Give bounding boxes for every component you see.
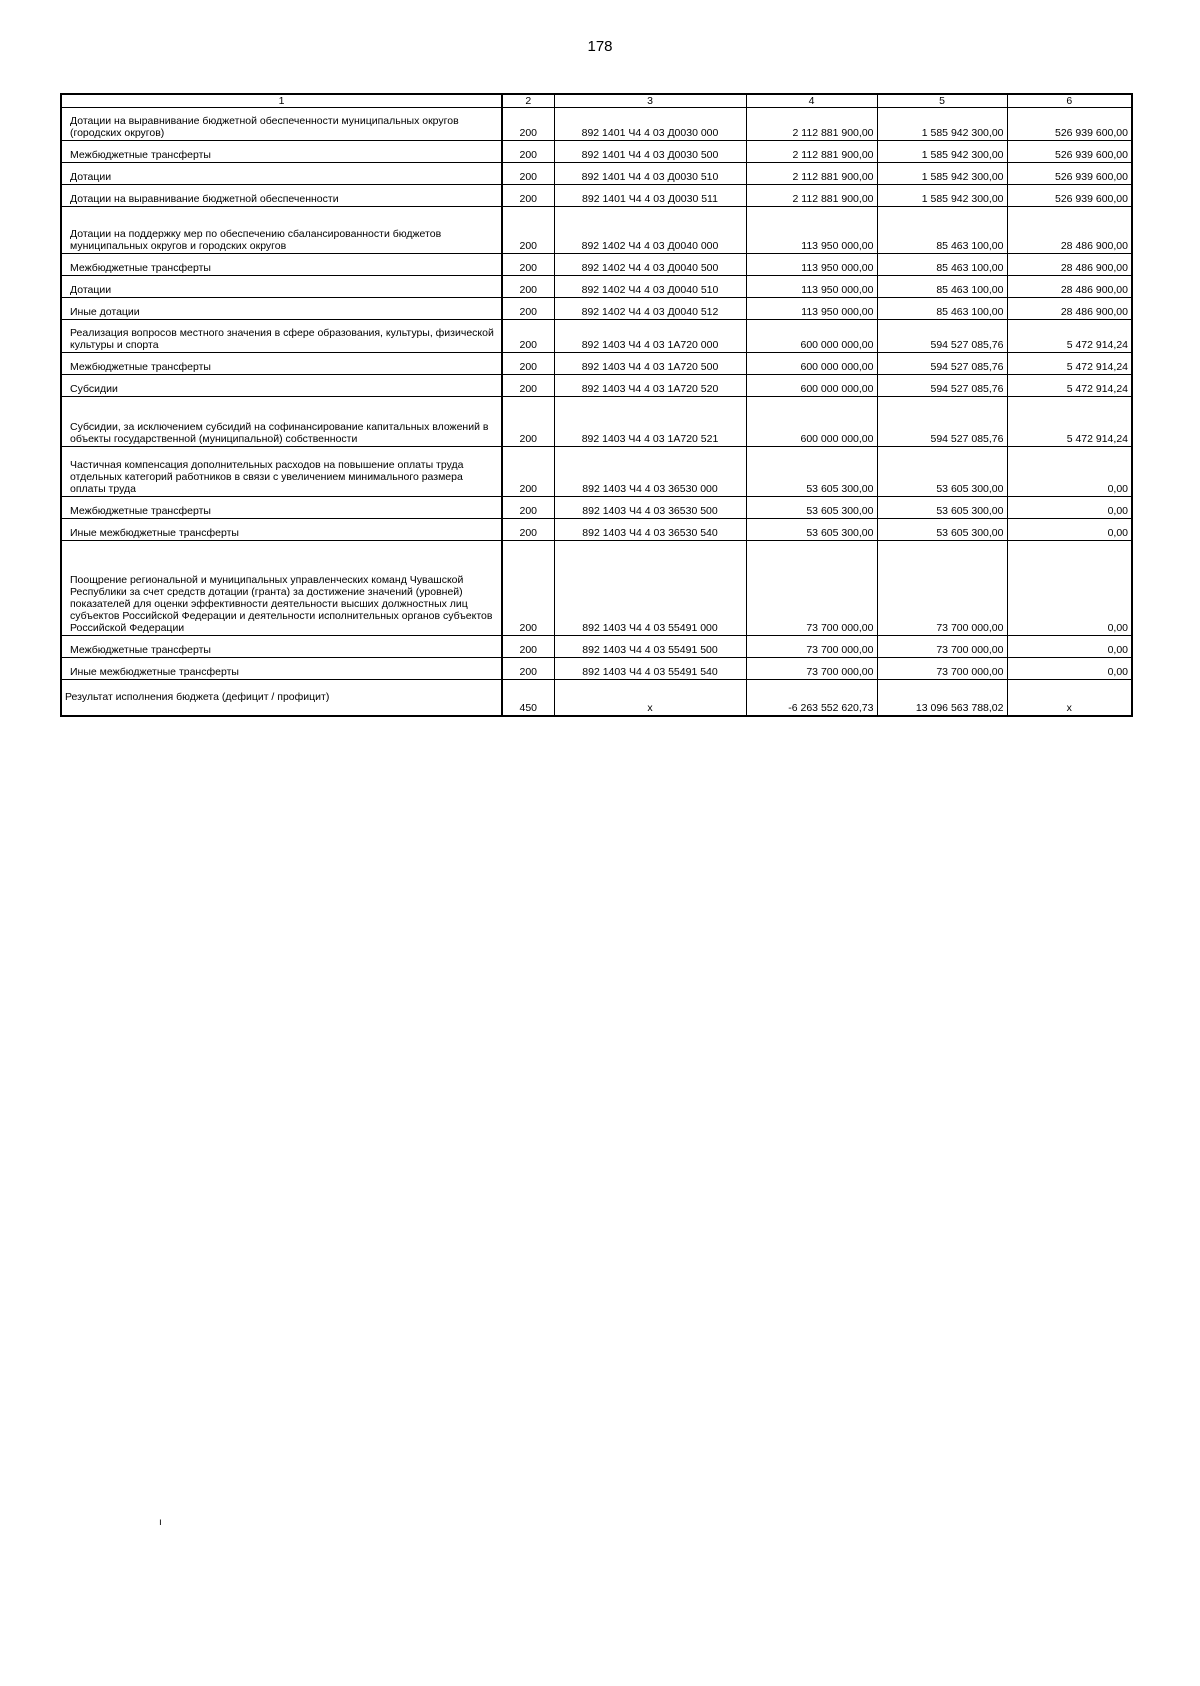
row-value-col6: 28 486 900,00 — [1007, 254, 1132, 276]
row-value-col4: 600 000 000,00 — [746, 353, 877, 375]
row-value-col4: 2 112 881 900,00 — [746, 141, 877, 163]
row-classification: 892 1403 Ч4 4 03 36530 000 — [554, 447, 746, 497]
row-value-col5: 53 605 300,00 — [877, 447, 1007, 497]
row-code: 450 — [502, 680, 554, 716]
row-classification: 892 1403 Ч4 4 03 36530 540 — [554, 519, 746, 541]
row-value-col4: 53 605 300,00 — [746, 447, 877, 497]
table-row — [61, 353, 1132, 375]
table-row — [61, 141, 1132, 163]
row-value-col6: 5 472 914,24 — [1007, 320, 1132, 353]
row-classification: 892 1403 Ч4 4 03 1А720 520 — [554, 375, 746, 397]
row-name: Межбюджетные трансферты — [61, 636, 502, 658]
row-value-col4: 53 605 300,00 — [746, 519, 877, 541]
row-value-col5: 85 463 100,00 — [877, 276, 1007, 298]
row-value-col4: 600 000 000,00 — [746, 397, 877, 447]
row-code: 200 — [502, 658, 554, 680]
row-value-col4: 73 700 000,00 — [746, 658, 877, 680]
table-row — [61, 254, 1132, 276]
table-row — [61, 163, 1132, 185]
row-name: Дотации на выравнивание бюджетной обеспеченности муниципальных округов (городских округов) — [61, 108, 502, 141]
row-name: Поощрение региональной и муниципальных управленческих команд Чувашской Республики за счет средств дотации (гранта) за достижение значений (уровней) показателей для оценки эффективности деятельности высших должностных лиц субъектов Российской Федерации и деятельности исполнительных органов субъектов Российской Федерации — [61, 541, 502, 636]
table-row — [61, 541, 1132, 636]
row-name: Иные межбюджетные трансферты — [61, 519, 502, 541]
row-value-col4: 600 000 000,00 — [746, 375, 877, 397]
table-row — [61, 207, 1132, 254]
table-row — [61, 320, 1132, 353]
row-code: 200 — [502, 497, 554, 519]
row-value-col4: 2 112 881 900,00 — [746, 163, 877, 185]
row-value-col6: 526 939 600,00 — [1007, 141, 1132, 163]
row-code: 200 — [502, 185, 554, 207]
row-value-col6: 5 472 914,24 — [1007, 353, 1132, 375]
row-classification: 892 1403 Ч4 4 03 55491 500 — [554, 636, 746, 658]
header-cell: 4 — [746, 94, 877, 108]
row-value-col4: 113 950 000,00 — [746, 276, 877, 298]
row-code: 200 — [502, 141, 554, 163]
row-name: Субсидии — [61, 375, 502, 397]
table-row — [61, 636, 1132, 658]
row-value-col6: x — [1007, 680, 1132, 716]
row-value-col5: 85 463 100,00 — [877, 254, 1007, 276]
row-value-col6: 0,00 — [1007, 447, 1132, 497]
row-classification: 892 1401 Ч4 4 03 Д0030 000 — [554, 108, 746, 141]
row-value-col6: 526 939 600,00 — [1007, 163, 1132, 185]
table-row — [61, 276, 1132, 298]
row-code: 200 — [502, 163, 554, 185]
row-code: 200 — [502, 276, 554, 298]
table-row — [61, 447, 1132, 497]
row-name: Иные межбюджетные трансферты — [61, 658, 502, 680]
row-name: Субсидии, за исключением субсидий на софинансирование капитальных вложений в объекты государственной (муниципальной) собственности — [61, 397, 502, 447]
row-value-col5: 594 527 085,76 — [877, 375, 1007, 397]
table-row — [61, 680, 1132, 716]
header-cell: 3 — [554, 94, 746, 108]
row-value-col5: 594 527 085,76 — [877, 397, 1007, 447]
row-classification: 892 1403 Ч4 4 03 1А720 521 — [554, 397, 746, 447]
budget-execution-table — [60, 93, 1133, 717]
row-value-col5: 594 527 085,76 — [877, 320, 1007, 353]
row-name: Межбюджетные трансферты — [61, 353, 502, 375]
page-number: 178 — [587, 38, 613, 55]
table-row — [61, 658, 1132, 680]
row-value-col6: 28 486 900,00 — [1007, 298, 1132, 320]
row-code: 200 — [502, 353, 554, 375]
row-value-col6: 0,00 — [1007, 519, 1132, 541]
row-value-col4: 73 700 000,00 — [746, 541, 877, 636]
row-value-col6: 526 939 600,00 — [1007, 185, 1132, 207]
row-value-col4: 600 000 000,00 — [746, 320, 877, 353]
row-classification: 892 1401 Ч4 4 03 Д0030 511 — [554, 185, 746, 207]
row-value-col5: 1 585 942 300,00 — [877, 163, 1007, 185]
row-value-col6: 0,00 — [1007, 497, 1132, 519]
row-name: Иные дотации — [61, 298, 502, 320]
row-name: Дотации — [61, 276, 502, 298]
row-value-col5: 594 527 085,76 — [877, 353, 1007, 375]
header-cell: 2 — [502, 94, 554, 108]
row-name: Дотации на выравнивание бюджетной обеспеченности — [61, 185, 502, 207]
row-value-col4: 53 605 300,00 — [746, 497, 877, 519]
row-code: 200 — [502, 320, 554, 353]
row-name: Результат исполнения бюджета (дефицит / профицит) — [61, 680, 502, 716]
row-value-col5: 85 463 100,00 — [877, 207, 1007, 254]
row-name: Частичная компенсация дополнительных расходов на повышение оплаты труда отдельных категорий работников в связи с увеличением минимального размера оплаты труда — [61, 447, 502, 497]
row-name: Реализация вопросов местного значения в сфере образования, культуры, физической культуры и спорта — [61, 320, 502, 353]
row-value-col5: 1 585 942 300,00 — [877, 141, 1007, 163]
row-name: Межбюджетные трансферты — [61, 141, 502, 163]
row-value-col5: 85 463 100,00 — [877, 298, 1007, 320]
stray-mark: ı — [159, 1517, 162, 1528]
row-value-col5: 13 096 563 788,02 — [877, 680, 1007, 716]
table-header-row — [61, 94, 1132, 108]
row-code: 200 — [502, 207, 554, 254]
table-row — [61, 298, 1132, 320]
row-value-col5: 73 700 000,00 — [877, 541, 1007, 636]
row-code: 200 — [502, 519, 554, 541]
row-value-col4: -6 263 552 620,73 — [746, 680, 877, 716]
row-value-col6: 5 472 914,24 — [1007, 375, 1132, 397]
row-code: 200 — [502, 541, 554, 636]
row-value-col4: 73 700 000,00 — [746, 636, 877, 658]
row-value-col4: 2 112 881 900,00 — [746, 108, 877, 141]
row-code: 200 — [502, 397, 554, 447]
row-classification: 892 1402 Ч4 4 03 Д0040 500 — [554, 254, 746, 276]
row-value-col5: 53 605 300,00 — [877, 519, 1007, 541]
row-value-col6: 0,00 — [1007, 636, 1132, 658]
row-value-col4: 113 950 000,00 — [746, 298, 877, 320]
row-value-col4: 113 950 000,00 — [746, 207, 877, 254]
table-row — [61, 519, 1132, 541]
row-value-col4: 2 112 881 900,00 — [746, 185, 877, 207]
header-cell: 1 — [61, 94, 502, 108]
row-name: Межбюджетные трансферты — [61, 497, 502, 519]
table-row — [61, 108, 1132, 141]
table-row — [61, 397, 1132, 447]
row-value-col5: 1 585 942 300,00 — [877, 185, 1007, 207]
row-classification: 892 1402 Ч4 4 03 Д0040 512 — [554, 298, 746, 320]
row-classification: 892 1403 Ч4 4 03 55491 540 — [554, 658, 746, 680]
table-row — [61, 497, 1132, 519]
row-name: Межбюджетные трансферты — [61, 254, 502, 276]
row-classification: 892 1403 Ч4 4 03 1А720 000 — [554, 320, 746, 353]
table-row — [61, 185, 1132, 207]
row-value-col6: 0,00 — [1007, 541, 1132, 636]
row-code: 200 — [502, 375, 554, 397]
row-value-col5: 73 700 000,00 — [877, 658, 1007, 680]
row-code: 200 — [502, 108, 554, 141]
row-classification: 892 1401 Ч4 4 03 Д0030 510 — [554, 163, 746, 185]
row-classification: 892 1402 Ч4 4 03 Д0040 000 — [554, 207, 746, 254]
row-code: 200 — [502, 298, 554, 320]
row-value-col6: 28 486 900,00 — [1007, 276, 1132, 298]
row-classification: 892 1402 Ч4 4 03 Д0040 510 — [554, 276, 746, 298]
row-classification: x — [554, 680, 746, 716]
table-row — [61, 375, 1132, 397]
row-name: Дотации на поддержку мер по обеспечению сбалансированности бюджетов муниципальных округов и городских округов — [61, 207, 502, 254]
row-classification: 892 1403 Ч4 4 03 1А720 500 — [554, 353, 746, 375]
row-classification: 892 1403 Ч4 4 03 36530 500 — [554, 497, 746, 519]
row-classification: 892 1401 Ч4 4 03 Д0030 500 — [554, 141, 746, 163]
row-value-col5: 73 700 000,00 — [877, 636, 1007, 658]
row-value-col5: 53 605 300,00 — [877, 497, 1007, 519]
row-value-col6: 28 486 900,00 — [1007, 207, 1132, 254]
row-value-col5: 1 585 942 300,00 — [877, 108, 1007, 141]
row-code: 200 — [502, 447, 554, 497]
row-value-col6: 5 472 914,24 — [1007, 397, 1132, 447]
row-value-col6: 0,00 — [1007, 658, 1132, 680]
row-value-col6: 526 939 600,00 — [1007, 108, 1132, 141]
row-classification: 892 1403 Ч4 4 03 55491 000 — [554, 541, 746, 636]
header-cell: 6 — [1007, 94, 1132, 108]
row-code: 200 — [502, 254, 554, 276]
row-name: Дотации — [61, 163, 502, 185]
row-code: 200 — [502, 636, 554, 658]
row-value-col4: 113 950 000,00 — [746, 254, 877, 276]
header-cell: 5 — [877, 94, 1007, 108]
